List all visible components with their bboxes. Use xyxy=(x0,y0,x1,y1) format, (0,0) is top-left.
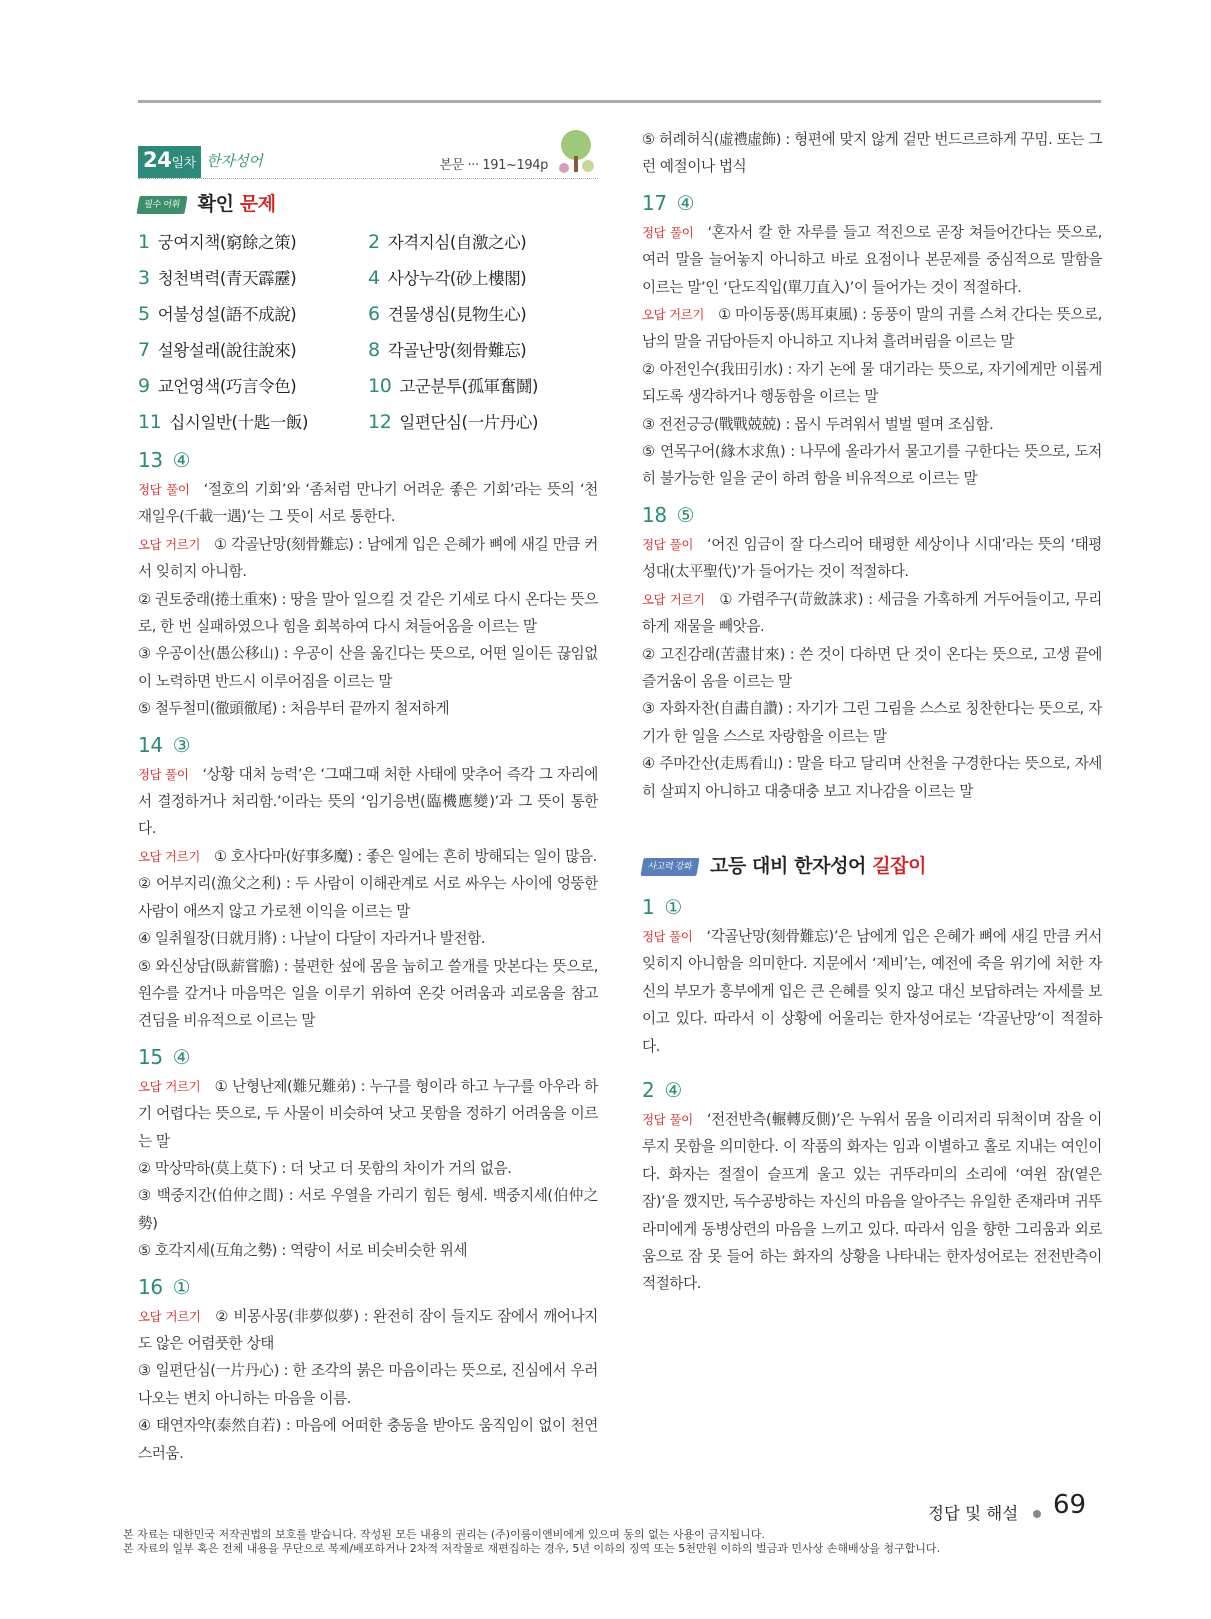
explanation-line: ② 권토중래(捲土重來) : 땅을 말아 일으킬 것 같은 기세로 다시 온다는 뜻으로, 한 번 실패하였으나 힘을 회복하여 다시 쳐들어옴을 이르는 말 xyxy=(138,590,598,636)
guide-1-heading: 1 ① xyxy=(642,894,682,919)
correct-explanation: 정답 풀이 ‘전전반측(輾轉反側)’은 누워서 몸을 이리저리 뒤척이며 잠을 이루지 못함을 의미한다. 이 작품의 화자는 임과 이별하고 홀로 지내는 여인이다. 화자는 절절이 슬프게 울고 있는 귀뚜라미의 소리에 ‘여윈 잠(옅은 잠)’을 깼지만, 독수공방하는 자신의 마음을 알아주는 유일한 존재라며 귀뚜라미에게 동병상련의 마음을 느끼고 있다. 따라서 임을 향한 그리움과 외로움으로 잠 못 들어 하는 화자의 상황을 나타내는 한자성어로는 전전반측이 적절하다. xyxy=(642,1110,1102,1293)
tree-icon xyxy=(554,128,598,176)
explanation-line: ② 막상막하(莫上莫下) : 더 낫고 더 못함의 차이가 거의 없음. xyxy=(138,1159,512,1177)
vocab-item: 3 청천벽력(青天霹靂) xyxy=(138,267,297,289)
wrong-explanation: 오답 거르기 ② 비몽사몽(非夢似夢) : 완전히 잠이 들지도 잠에서 깨어나지도 않은 어렴풋한 상태 xyxy=(138,1307,598,1352)
vocab-item: 1 궁여지책(窮餘之策) xyxy=(138,231,297,253)
day-title: 한자성어 xyxy=(206,152,263,170)
vocab-item: 5 어불성설(語不成說) xyxy=(138,303,297,325)
vocab-item: 12 일편단심(一片丹心) xyxy=(368,411,539,433)
section-tag: 사고력 강화 xyxy=(640,858,699,876)
wrong-explanation: 오답 거르기 ① 호사다마(好事多魔) : 좋은 일에는 흔히 방해되는 일이 많음. xyxy=(138,847,597,865)
question-17-heading: 17 ④ xyxy=(642,190,695,215)
left-column xyxy=(138,126,598,1467)
question-15-heading: 15 ④ xyxy=(138,1044,191,1069)
explanation-line: ⑤ 허례허식(虛禮虛飾) : 형편에 맞지 않게 겉만 번드르르하게 꾸밈. 또는 그런 예절이나 법식 xyxy=(642,131,1102,176)
explanation-line: ② 고진감래(苦盡甘來) : 쓴 것이 다하면 단 것이 온다는 뜻으로, 고생 끝에 즐거움이 옴을 이르는 말 xyxy=(642,645,1102,690)
explanation-line: ⑤ 와신상담(臥薪嘗膽) : 불편한 섶에 몸을 눕히고 쓸개를 맛본다는 뜻으로, 원수를 갚거나 마음먹은 일을 이루기 위하여 온갖 어려움과 괴로움을 참고 견딤을 비유적으로 이르는 말 xyxy=(138,957,598,1030)
correct-explanation: 정답 풀이 ‘어진 임금이 잘 다스리어 태평한 세상이나 시대’라는 뜻의 ‘태평성대(太平聖代)’가 들어가는 것이 적절하다. xyxy=(642,535,1102,581)
section-check-questions-header xyxy=(138,189,598,221)
vocab-item: 2 자격지심(自激之心) xyxy=(368,231,527,253)
explanation-line: ③ 백중지간(伯仲之間) : 서로 우열을 가리기 힘든 형세. 백중지세(伯仲之勢) xyxy=(138,1187,598,1232)
vocab-item: 8 각골난망(刻骨難忘) xyxy=(368,339,527,361)
vocab-item: 9 교언영색(巧言令色) xyxy=(138,375,297,397)
right-column xyxy=(642,126,1102,1298)
section-title: 확인 문제 xyxy=(197,193,276,216)
page-reference: 본문 ··· 191~194p xyxy=(439,158,548,173)
vocab-item: 4 사상누각(砂上樓閣) xyxy=(368,267,527,289)
section-title: 고등 대비 한자성어 길잡이 xyxy=(709,855,927,878)
section-guide-header xyxy=(642,851,1102,883)
day-badge: 24일차 xyxy=(138,146,201,178)
wrong-explanation: 오답 거르기 ① 가렴주구(苛斂誅求) : 세금을 가혹하게 거두어들이고, 무리하게 재물을 빼앗음. xyxy=(642,590,1102,636)
wrong-explanation: 오답 거르기 ① 난형난제(難兄難弟) : 누구를 형이라 하고 누구를 아우라 하기 어렵다는 뜻으로, 두 사물이 비슷하여 낫고 못함을 정하기 어려움을 이르는 말 xyxy=(138,1077,598,1150)
explanation-line: ④ 일취월장(日就月將) : 나날이 다달이 자라거나 발전함. xyxy=(138,930,486,948)
section-tag: 필수 어휘 xyxy=(136,196,187,214)
guide-2-heading: 2 ④ xyxy=(642,1077,682,1102)
page-number: 69 xyxy=(1053,1490,1087,1520)
explanation-line: ③ 우공이산(愚公移山) : 우공이 산을 옮긴다는 뜻으로, 어떤 일이든 끊임없이 노력하면 반드시 이루어짐을 이르는 말 xyxy=(138,645,598,690)
explanation-line: ④ 주마간산(走馬看山) : 말을 타고 달리며 산천을 구경한다는 뜻으로, 자세히 살피지 아니하고 대충대충 보고 지나감을 이르는 말 xyxy=(642,755,1102,800)
explanation-line: ② 아전인수(我田引水) : 자기 논에 물 대기라는 뜻으로, 자기에게만 이롭게 되도록 생각하거나 행동함을 이르는 말 xyxy=(642,360,1102,406)
explanation-line: ⑤ 호각지세(互角之勢) : 역량이 서로 비슷비슷한 위세 xyxy=(138,1242,468,1260)
vocab-item: 11 십시일반(十匙一飯) xyxy=(138,411,309,433)
correct-explanation: 정답 풀이 ‘절호의 기회’와 ‘좀처럼 만나기 어려운 좋은 기회’라는 뜻의 ‘천재일우(千載一遇)’는 그 뜻이 서로 통한다. xyxy=(138,481,598,526)
question-14-heading: 14 ③ xyxy=(138,732,191,757)
vocab-item: 10 고군분투(孤軍奮鬪) xyxy=(368,375,539,397)
day-header xyxy=(138,126,598,179)
question-18-heading: 18 ⑤ xyxy=(642,502,695,527)
explanation-line: ③ 일편단심(一片丹心) : 한 조각의 붉은 마음이라는 뜻으로, 진심에서 우러나오는 변치 아니하는 마음을 이름. xyxy=(138,1362,598,1407)
explanation-line: ③ 전전긍긍(戰戰兢兢) : 몹시 두려워서 벌벌 떨며 조심함. xyxy=(642,415,994,433)
correct-explanation: 정답 풀이 ‘혼자서 칼 한 자루를 들고 적진으로 곧장 쳐들어간다는 뜻으로, 여러 말을 늘어놓지 아니하고 바로 요점이나 본문제를 중심적으로 말함을 이르는 말’인 ‘단도직입(單刀直入)’이 들어가는 것이 적절하다. xyxy=(642,223,1102,296)
top-rule xyxy=(138,100,1101,103)
footer-dot xyxy=(1033,1510,1041,1518)
question-16-heading: 16 ① xyxy=(138,1274,191,1299)
explanation-line: ⑤ 철두철미(徹頭徹尾) : 처음부터 끝까지 철저하게 xyxy=(138,700,450,718)
wrong-explanation: 오답 거르기 ① 마이동풍(馬耳東風) : 동풍이 말의 귀를 스쳐 간다는 뜻으로, 남의 말을 귀담아듣지 아니하고 지나쳐 흘려버림을 이르는 말 xyxy=(642,306,1103,351)
explanation-line: ④ 태연자약(泰然自若) : 마음에 어떠한 충동을 받아도 움직임이 없이 천연스러움. xyxy=(138,1417,598,1462)
correct-explanation: 정답 풀이 ‘각골난망(刻骨難忘)’은 남에게 입은 은혜가 뼈에 새길 만큼 커서 잊히지 아니함을 의미한다. 지문에서 ‘제비’는, 예전에 죽을 위기에 처한 자신의 부모가 흥부에게 입은 큰 은혜를 잊지 않고 대신 보답하려는 자세를 보이고 있다. 따라서 이 상황에 어울리는 한자성어로는 ‘각골난망’이 적절하다. xyxy=(642,927,1102,1055)
explanation-line: ⑤ 연목구어(緣木求魚) : 나무에 올라가서 물고기를 구한다는 뜻으로, 도저히 불가능한 일을 굳이 하려 함을 비유적으로 이르는 말 xyxy=(642,443,1102,488)
footer-label: 정답 및 해설 xyxy=(928,1504,1019,1523)
correct-explanation: 정답 풀이 ‘상황 대처 능력’은 ‘그때그때 처한 사태에 맞추어 즉각 그 자리에서 결정하거나 처리함.’이라는 뜻의 ‘임기응변(臨機應變)’과 그 뜻이 통한다. xyxy=(138,765,598,838)
explanation-line: ② 어부지리(漁父之利) : 두 사람이 이해관계로 서로 싸우는 사이에 엉뚱한 사람이 애쓰지 않고 가로챈 이익을 이르는 말 xyxy=(138,875,598,920)
explanation-line: ③ 자화자찬(自畵自讚) : 자기가 그린 그림을 스스로 칭찬한다는 뜻으로, 자기가 한 일을 스스로 자랑함을 이르는 말 xyxy=(642,700,1102,745)
question-13-heading: 13 ④ xyxy=(138,448,191,472)
vocab-item: 7 설왕설래(說往說來) xyxy=(138,339,297,361)
wrong-explanation: 오답 거르기 ① 각골난망(刻骨難忘) : 남에게 입은 은혜가 뼈에 새길 만큼 커서 잊히지 아니함. xyxy=(138,535,598,581)
vocab-item: 6 견물생심(見物生心) xyxy=(368,303,527,325)
copyright-notice: 본 자료는 대한민국 저작권법의 보호를 받습니다. 작성된 모든 내용의 권리는 (주)이룸이앤비에게 있으며 동의 없는 사용이 금지됩니다. 본 자료의 일부 혹은 전체 내용을 무단으로 복제/배포하거나 2차적 저작물로 재편집하는 경우, 5년 이하의 징역 또는 5천만원 이하의 벌금과 민사상 손해배상을 청구합니다. xyxy=(123,1528,941,1555)
vocab-answers xyxy=(138,229,598,436)
